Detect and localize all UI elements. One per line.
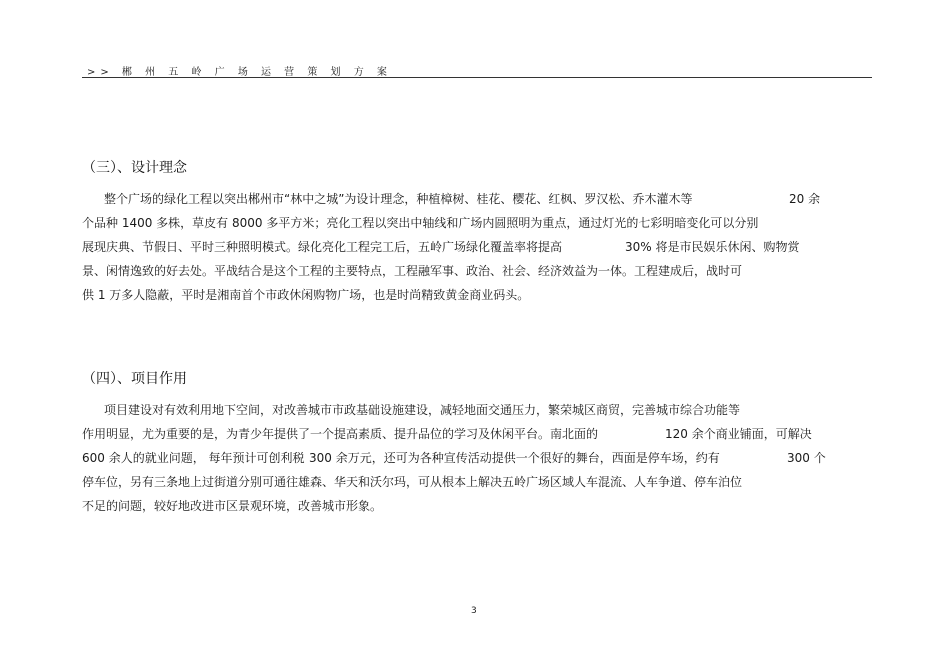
text-segment: 600 余人的就业问题， 每年预计可创利税	[82, 451, 305, 465]
text-segment: 20 余	[789, 192, 821, 206]
text-segment: 个品种 1400 多株，草皮有 8000 多平方米；亮化工程以突出中轴线和广场内圆照明为重点，通过灯光的七彩明暗变化可以分别	[82, 216, 759, 230]
text-segment: 300 余万元，还可为各种宣传活动提供一个很好的舞台，西面是停车场，约有	[309, 451, 720, 465]
text-segment: 作用明显，尤为重要的是，为青少年提供了一个提高素质、提升品位的学习及休闲平台。南北面的	[82, 427, 599, 441]
text-segment: 停车位，另有三条地上过街道分别可通往雄森、华天和沃尔玛，可从根本上解决五岭广场区域人车混流、人车争道、停车泊位	[82, 475, 743, 489]
text-segment: 展现庆典、节假日、平时三种照明模式。绿化亮化工程完工后，五岭广场绿化覆盖率将提高	[82, 240, 563, 254]
header-title: >> 郴 州 五 岭 广 场 运 营 策 划 方 案	[87, 67, 392, 78]
section-title-design-concept: （三）、设计理念	[82, 160, 187, 176]
text-segment: 120 余个商业铺面，可解决	[665, 427, 812, 441]
text-segment: 景、闲情逸致的好去处。平战结合是这个工程的主要特点，工程融军事、政治、社会、经济效益为一体。工程建成后，战时可	[82, 264, 743, 278]
page-header	[82, 63, 872, 78]
text-segment: 整个广场的绿化工程以突出郴州市“林中之城”为设计理念，种植樟树、桂花、樱花、红枫、罗汉松、乔木灌木等	[104, 192, 693, 206]
text-segment: 项目建设对有效利用地下空间，对改善城市市政基础设施建设，减轻地面交通压力，繁荣城区商贸，完善城市综合功能等	[104, 403, 741, 417]
section-title-project-role: （四）、项目作用	[82, 371, 187, 387]
text-segment: 供 1 万多人隐蔽，平时是湘南首个市政休闲购物广场，也是时尚精致黄金商业码头。	[82, 288, 530, 302]
text-segment: 300 个	[787, 451, 826, 465]
page-number: 3	[471, 606, 477, 616]
text-segment: 不足的问题，较好地改进市区景观环境，改善城市形象。	[82, 499, 383, 513]
text-segment: 30% 将是市民娱乐休闲、购物赏	[625, 240, 800, 254]
